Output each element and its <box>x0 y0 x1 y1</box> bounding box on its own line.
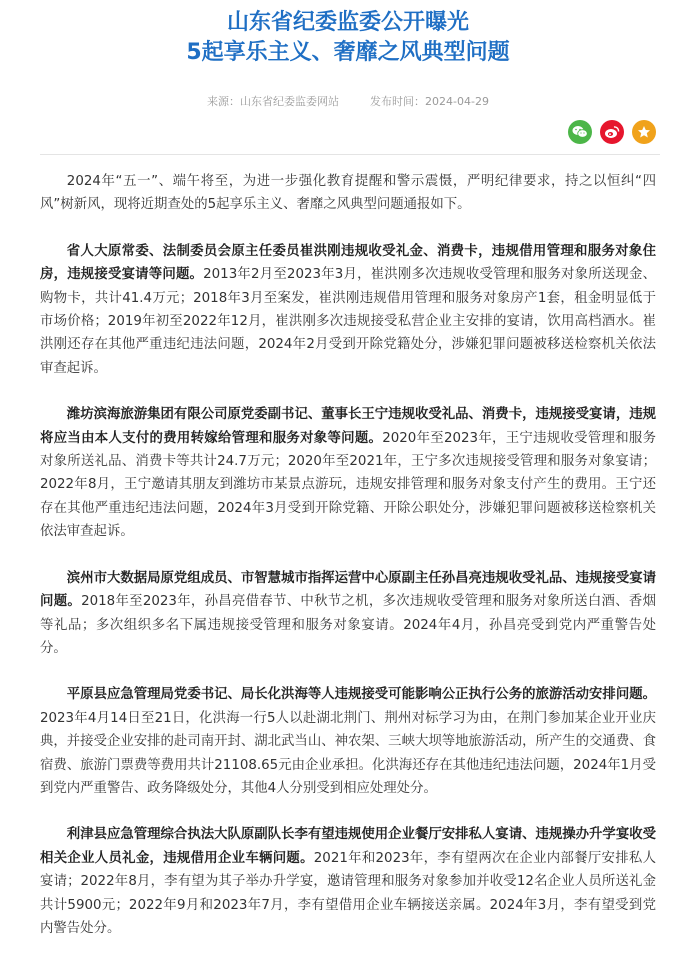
article-title <box>40 0 656 68</box>
case-body: 2020年至2023年，王宁违规收受管理和服务对象所送礼品、消费卡等共计24.7万元；2020年至2021年，王宁多次违规接受管理和服务对象宴请；2022年8月，王宁邀请其朋友到潍坊市某景点游玩，违规安排管理和服务对象支付产生的费用。王宁还存在其他严重违纪违法问题，2024年3月受到开除党籍、开除公职处分，涉嫌犯罪问题被移送检察机关依法审查起诉。 <box>40 430 657 540</box>
weibo-icon <box>604 125 620 139</box>
header-divider <box>40 154 660 155</box>
article-meta <box>40 94 656 110</box>
case-paragraph-5 <box>40 823 656 940</box>
case-paragraph-3 <box>40 567 656 661</box>
case-paragraph-1 <box>40 240 656 380</box>
share-wechat-button[interactable] <box>568 120 592 144</box>
share-weibo-button[interactable] <box>600 120 624 144</box>
case-heading: 省人大原常委、法制委员会原主任委员崔洪刚违规收受礼金、消费卡，违规借用管理和服务对象住房，违规接受宴请等问题。 <box>40 243 656 283</box>
case-heading: 滨州市大数据局原党组成员、市智慧城市指挥运营中心原副主任孙昌亮违规收受礼品、违规接受宴请问题。 <box>40 570 656 610</box>
title-line-2: 5起享乐主义、奢靡之风典型问题 <box>186 40 510 65</box>
wechat-icon <box>572 125 588 139</box>
date-label: 发布时间： <box>370 95 426 108</box>
case-heading: 平原县应急管理局党委书记、局长化洪海等人违规接受可能影响公正执行公务的旅游活动安排问题。 <box>66 687 656 703</box>
intro-paragraph: 2024年“五一”、端午将至，为进一步强化教育提醒和警示震慑，严明纪律要求，持之以恒纠“四风”树新风，现将近期查处的5起享乐主义、奢靡之风典型问题通报如下。 <box>40 174 656 213</box>
star-icon <box>637 125 651 139</box>
case-paragraph-2 <box>40 403 656 543</box>
case-heading: 利津县应急管理综合执法大队原副队长李有望违规使用企业餐厅安排私人宴请、违规操办升学宴收受相关企业人员礼金，违规借用企业车辆问题。 <box>40 827 656 866</box>
case-body: 2023年4月14日至21日，化洪海一行5人以赴湖北荆门、荆州对标学习为由，在荆门参加某企业开业庆典，并接受企业安排的赴司南开封、湖北武当山、神农架、三峡大坝等地旅游活动，所产生的交通费、食宿费、旅游门票费等费用共计21108.65元由企业承担。化洪海还存在其他违纪违法问题，2024年1月受到党内严重警告、政务降级处分，其他4人分别受到相应处理处分。 <box>40 710 656 796</box>
source-link[interactable]: 山东省纪委监委网站 <box>240 95 340 108</box>
article-body <box>40 170 656 963</box>
case-body: 2013年2月至2023年3月，崔洪刚多次违规收受管理和服务对象所送现金、购物卡，共计41.4万元；2018年3月至案发，崔洪刚违规借用管理和服务对象房产1套，租金明显低于市场价格；2019年初至2022年12月，崔洪刚多次违规接受私营企业主安排的宴请，饮用高档酒水。崔洪刚还存在其他严重违纪违法问题，2024年2月受到开除党籍处分，涉嫌犯罪问题被移送检察机关依法审查起诉。 <box>40 267 656 376</box>
share-bar <box>568 120 656 144</box>
favorite-button[interactable] <box>632 120 656 144</box>
case-paragraph-4 <box>40 683 656 800</box>
case-body: 2018年至2023年，孙昌亮借春节、中秋节之机，多次违规收受管理和服务对象所送白酒、香烟等礼品；多次组织多名下属违规接受管理和服务对象宴请。2024年4月，孙昌亮受到党内严重警告处分。 <box>40 594 657 656</box>
publish-date: 2024-04-29 <box>425 95 489 108</box>
source-label: 来源： <box>207 95 241 108</box>
case-body: 2021年和2023年，李有望两次在企业内部餐厅安排私人宴请；2022年8月，李有望为其子举办升学宴，邀请管理和服务对象参加并收受12名企业人员所送礼金共计5900元；2022年9月和2023年7月，李有望借用企业车辆接送亲属。2024年3月，李有望受到党内警告处分。 <box>40 850 657 936</box>
title-line-1: 山东省纪委监委公开曝光 <box>226 10 469 35</box>
case-heading: 潍坊滨海旅游集团有限公司原党委副书记、董事长王宁违规收受礼品、消费卡，违规接受宴请，违规将应当由本人支付的费用转嫁给管理和服务对象等问题。 <box>40 407 656 446</box>
